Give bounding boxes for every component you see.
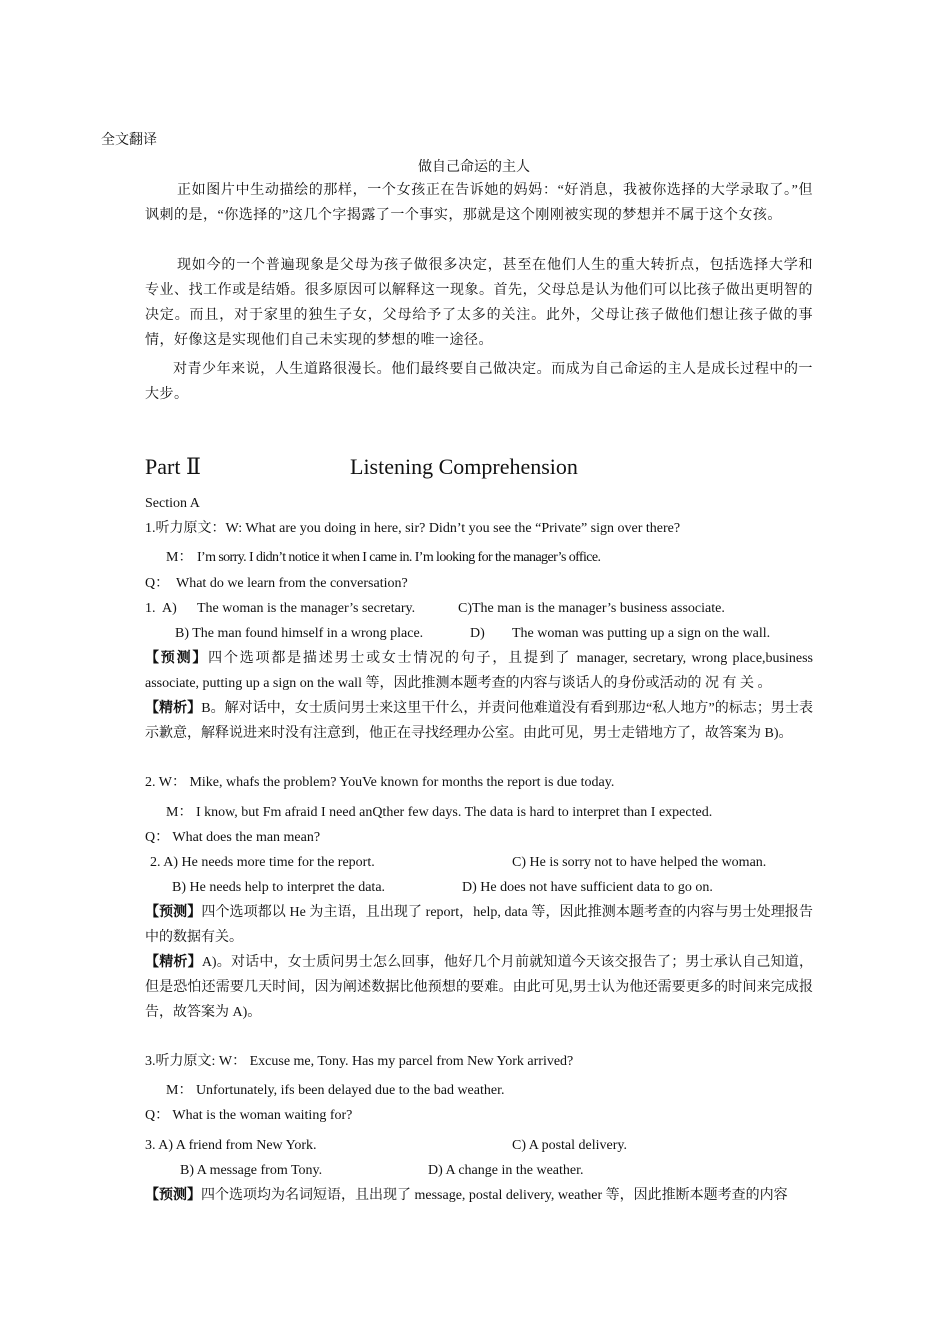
q2-question: Q： What does the man mean? <box>145 830 321 845</box>
part-title: Listening Comprehension <box>350 454 578 479</box>
section-label: Section A <box>145 496 200 511</box>
q1-man-text: I’m sorry. I didn’t notice it when I came in. I’m looking for the manager’s office. <box>197 550 601 565</box>
q2-predict <box>145 900 813 950</box>
q2-predict-text: 四个选项都以 He 为主语，且出现了 report，help, data 等，因此推测本题考查的内容与男士处理报告中的数据有关。 <box>145 905 814 945</box>
translation-paragraph-3: 对青少年来说，人生道路很漫长。他们最终要自己做决定。而成为自己命运的主人是成长过程中的一大步。 <box>145 362 813 402</box>
q1-question-text: What do we learn from the conversation? <box>176 576 408 591</box>
q3-option-d: D) A change in the weather. <box>428 1163 584 1178</box>
q3-option-a: 3. A) A friend from New York. <box>145 1138 317 1153</box>
q1-number: 1. <box>145 601 156 616</box>
q3-prefix: 3.听力原文 <box>145 1054 212 1069</box>
q3-predict-tag: 【预测】 <box>145 1188 201 1203</box>
q1-analysis-text: B。解对话中，女士质问男士来这里干什么，并责问他难道没有看到那边“私人地方”的标志；男士表示歉意，解释说进来时没有注意到，他正在寻找经理办公室。由此可见，男士走错地方了，故答案为 B)。 <box>145 701 813 741</box>
q2-woman-line: 2. W： Mike, whafs the problem? YouVe known for months the report is due today. <box>145 775 615 790</box>
q1-predict-text: 四个选项都是描述男士或女士情况的句子，且提到了 manager, secretary, wrong place,business associate, putting up a sign on the wall 等，因此推测本题考查的内容与谈话人的身份或活动的 况 有 关 。 <box>145 651 814 691</box>
q2-option-a: 2. A) He needs more time for the report. <box>150 855 375 870</box>
q3-predict <box>145 1188 788 1205</box>
q2-option-d: D) He does not have sufficient data to go on. <box>462 880 713 895</box>
q1-question-label: Q： <box>145 576 170 591</box>
q2-analysis-tag: 【精析】 <box>145 955 202 970</box>
translation-label: 全文翻译 <box>101 133 157 148</box>
q1-option-d: The woman was putting up a sign on the wall. <box>512 626 771 641</box>
q3-option-c: C) A postal delivery. <box>512 1138 627 1153</box>
part-label: Part Ⅱ <box>145 454 201 479</box>
translation-paragraph-2: 现如今的一个普遍现象是父母为孩子做很多决定，甚至在他们人生的重大转折点，包括选择大学和专业、找工作或是结婚。很多原因可以解释这一现象。首先，父母总是认为他们可以比孩子做出更明智的决定。而且，对于家里的独生子女，父母给予了太多的关注。此外，父母让孩子做他们想让孩子做的事情，好像这是实现他们自己未实现的梦想的唯一途径。 <box>145 258 813 348</box>
q2-analysis <box>145 950 813 1025</box>
translation-title: 做自己命运的主人 <box>418 160 530 175</box>
q1-option-a: The woman is the manager’s secretary. <box>197 601 416 616</box>
q3-man-line: M： Unfortunately, ifs been delayed due to the bad weather. <box>166 1083 505 1098</box>
q1-analysis <box>145 696 813 746</box>
q1-predict <box>145 646 813 696</box>
q1-man-label: M： <box>166 550 193 565</box>
q3-predict-text: 四个选项均为名词短语，且出现了 message, postal delivery, weather 等，因此推断本题考查的内容 <box>201 1188 788 1203</box>
q1-option-c: C)The man is the manager’s business associate. <box>458 601 725 616</box>
q1-option-a-label: A) <box>162 601 177 616</box>
q3-question: Q： What is the woman waiting for? <box>145 1108 353 1123</box>
q1-predict-tag: 【预测】 <box>145 651 209 666</box>
q2-option-c: C) He is sorry not to have helped the woman. <box>512 855 767 870</box>
translation-paragraph-1: 正如图片中生动描绘的那样，一个女孩正在告诉她的妈妈：“好消息，我被你选择的大学录取了。”但讽刺的是，“你选择的”这几个字揭露了一个事实，那就是这个刚刚被实现的梦想并不属于这个女孩。 <box>145 183 813 223</box>
q2-option-b: B) He needs help to interpret the data. <box>172 880 386 895</box>
q3-woman-line <box>145 1054 573 1071</box>
q2-predict-tag: 【预测】 <box>145 905 202 920</box>
q3-option-b: B) A message from Tony. <box>180 1163 323 1178</box>
q1-woman-line: 1.听力原文：W: What are you doing in here, sir? Didn’t you see the “Private” sign over there? <box>145 521 681 536</box>
q1-analysis-tag: 【精析】 <box>145 701 202 716</box>
q2-man-line: M： I know, but Fm afraid I need anQther few days. The data is hard to interpret than I expected. <box>166 805 713 820</box>
q1-option-b: B) The man found himself in a wrong place. <box>175 626 424 641</box>
q1-option-d-label: D) <box>470 626 485 641</box>
q2-analysis-text: A)。对话中，女士质问男士怎么回事，他好几个月前就知道今天该交报告了；男士承认自己知道，但是恐怕还需要几天时间，因为阐述数据比他预想的要难。由此可见,男士认为他还需要更多的时间来完成报告，故答案为 A)。 <box>145 955 813 1020</box>
q3-woman-text: : W： Excuse me, Tony. Has my parcel from New York arrived? <box>211 1054 574 1069</box>
